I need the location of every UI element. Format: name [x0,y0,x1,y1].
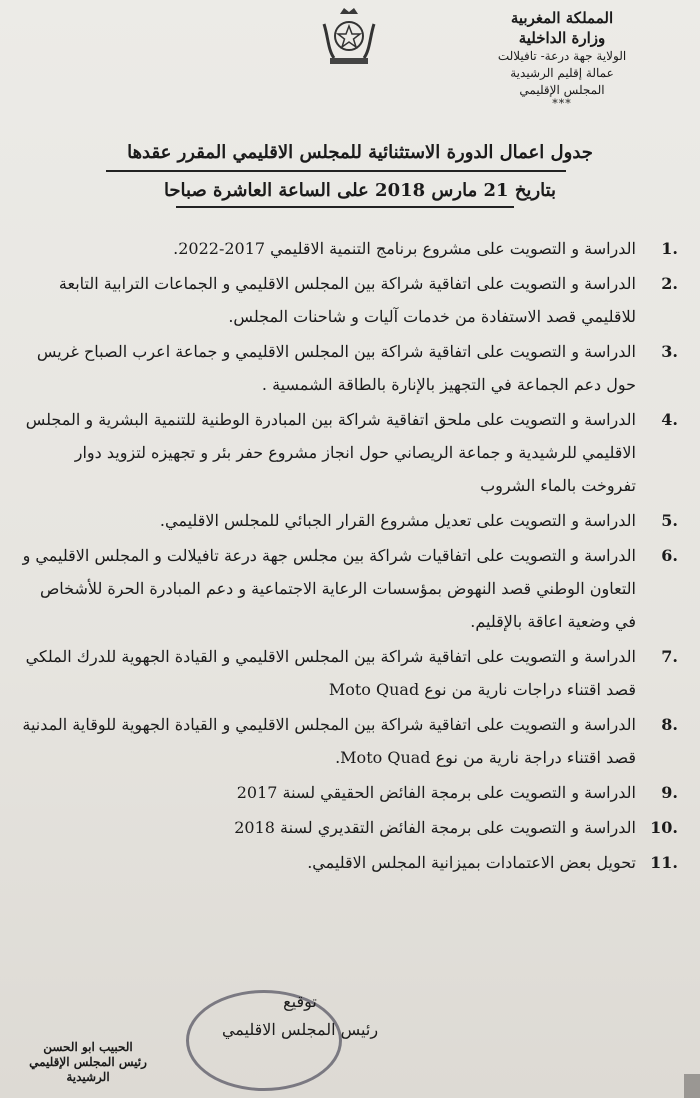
ministry-name: وزارة الداخلية [518,29,606,47]
item-text: الدراسة و التصويت على اتفاقية شراكة بين المجلس الاقليمي و جماعة اعرب الصباح غريس حول دعم الجماعة في التجهيز بالإنارة بالطاقة الشمسية . [36,342,636,394]
item-text: الدراسة و التصويت على اتفاقية شراكة بين المجلس الاقليمي و القيادة الجهوية للوقاية المدنية قصد اقتناء دراجة نارية من نوع Moto Quad. [22,715,636,767]
agenda-list [22,232,678,881]
list-item [22,640,678,706]
item-number: 8. [661,715,678,734]
letterhead [442,8,682,109]
royal-emblem-icon [318,6,380,70]
kingdom-name: المملكة المغربية [510,9,614,27]
list-item [22,504,678,537]
item-number: 9. [661,783,678,802]
signature-stamp [18,1040,158,1085]
closing-block [170,988,430,1044]
item-text: الدراسة و التصويت على اتفاقيات شراكة بين مجلس جهة درعة تافيلالت و المجلس الاقليمي و التعاون الوطني قصد النهوض بمؤسسات الرعاية الاجتماعية و دعم المبادرة الحرة للأشخاص في وضعية اعاقة بالإقليم. [22,546,636,631]
item-text: الدراسة و التصويت على مشروع برنامج التنمية الاقليمي 2017-2022. [173,239,636,258]
item-text: الدراسة و التصويت على برمجة الفائض التقديري لسنة 2018 [234,818,636,837]
signatory-name: الحبيب ابو الحسن [43,1040,133,1054]
item-text: تحويل بعض الاعتمادات بميزانية المجلس الاقليمي. [307,853,636,872]
list-item [22,708,678,774]
page-title-line-2: بتاريخ 21 مارس 2018 على الساعة العاشرة صباحا [163,180,557,201]
item-text: الدراسة و التصويت على تعديل مشروع القرار الجبائي للمجلس الاقليمي. [159,511,636,530]
item-number: 6. [661,546,678,565]
list-item [22,539,678,638]
item-number: 10. [650,818,678,837]
page-title-line-1: جدول اعمال الدورة الاستثنائية للمجلس الاقليمي المقرر عقدها [127,142,593,163]
signatory-title: رئيس المجلس الإقليمي [29,1055,147,1069]
list-item [22,811,678,844]
header-stars: *** [552,97,572,110]
list-item [22,267,678,333]
council-name: المجلس الإقليمي [519,83,605,97]
closing-line-1: توقيع [283,992,317,1011]
item-number: 5. [661,511,678,530]
region-name: الولاية جهة درعة- تافيلالت [497,49,627,63]
item-text: الدراسة و التصويت على ملحق اتفاقية شراكة بين المبادرة الوطنية للتنمية البشرية و المجلس الاقليمي للرشيدية و جماعة الريصاني حول انجاز مشروع حفر بئر و تجهيزه لتزويد دوار تفروخت بالماء الشروب [25,410,636,495]
item-number: 7. [661,647,678,666]
item-number: 2. [661,274,678,293]
list-item [22,403,678,502]
item-number: 1. [661,239,678,258]
item-text: الدراسة و التصويت على اتفاقية شراكة بين المجلس الاقليمي و الجماعات الترابية التابعة للاقليمي قصد الاستفادة من خدمات آليات و شاحنات المجلس. [58,274,636,326]
title-underline-1 [106,170,566,172]
item-number: 4. [661,410,678,429]
item-text: الدراسة و التصويت على برمجة الفائض الحقيقي لسنة 2017 [236,783,636,802]
item-text: الدراسة و التصويت على اتفاقية شراكة بين المجلس الاقليمي و القيادة الجهوية للدرك الملكي قصد اقتناء دراجات نارية من نوع Moto Quad [25,647,636,699]
page-corner [684,1074,700,1098]
province-name: عمالة إقليم الرشيدية [510,66,614,80]
title-underline-2 [176,206,514,208]
closing-line-2: رئيس المجلس الاقليمي [221,1020,379,1039]
list-item [22,846,678,879]
list-item [22,335,678,401]
item-number: 11. [650,853,678,872]
list-item [22,232,678,265]
item-number: 3. [661,342,678,361]
list-item [22,776,678,809]
signatory-place: الرشيدية [66,1070,110,1084]
